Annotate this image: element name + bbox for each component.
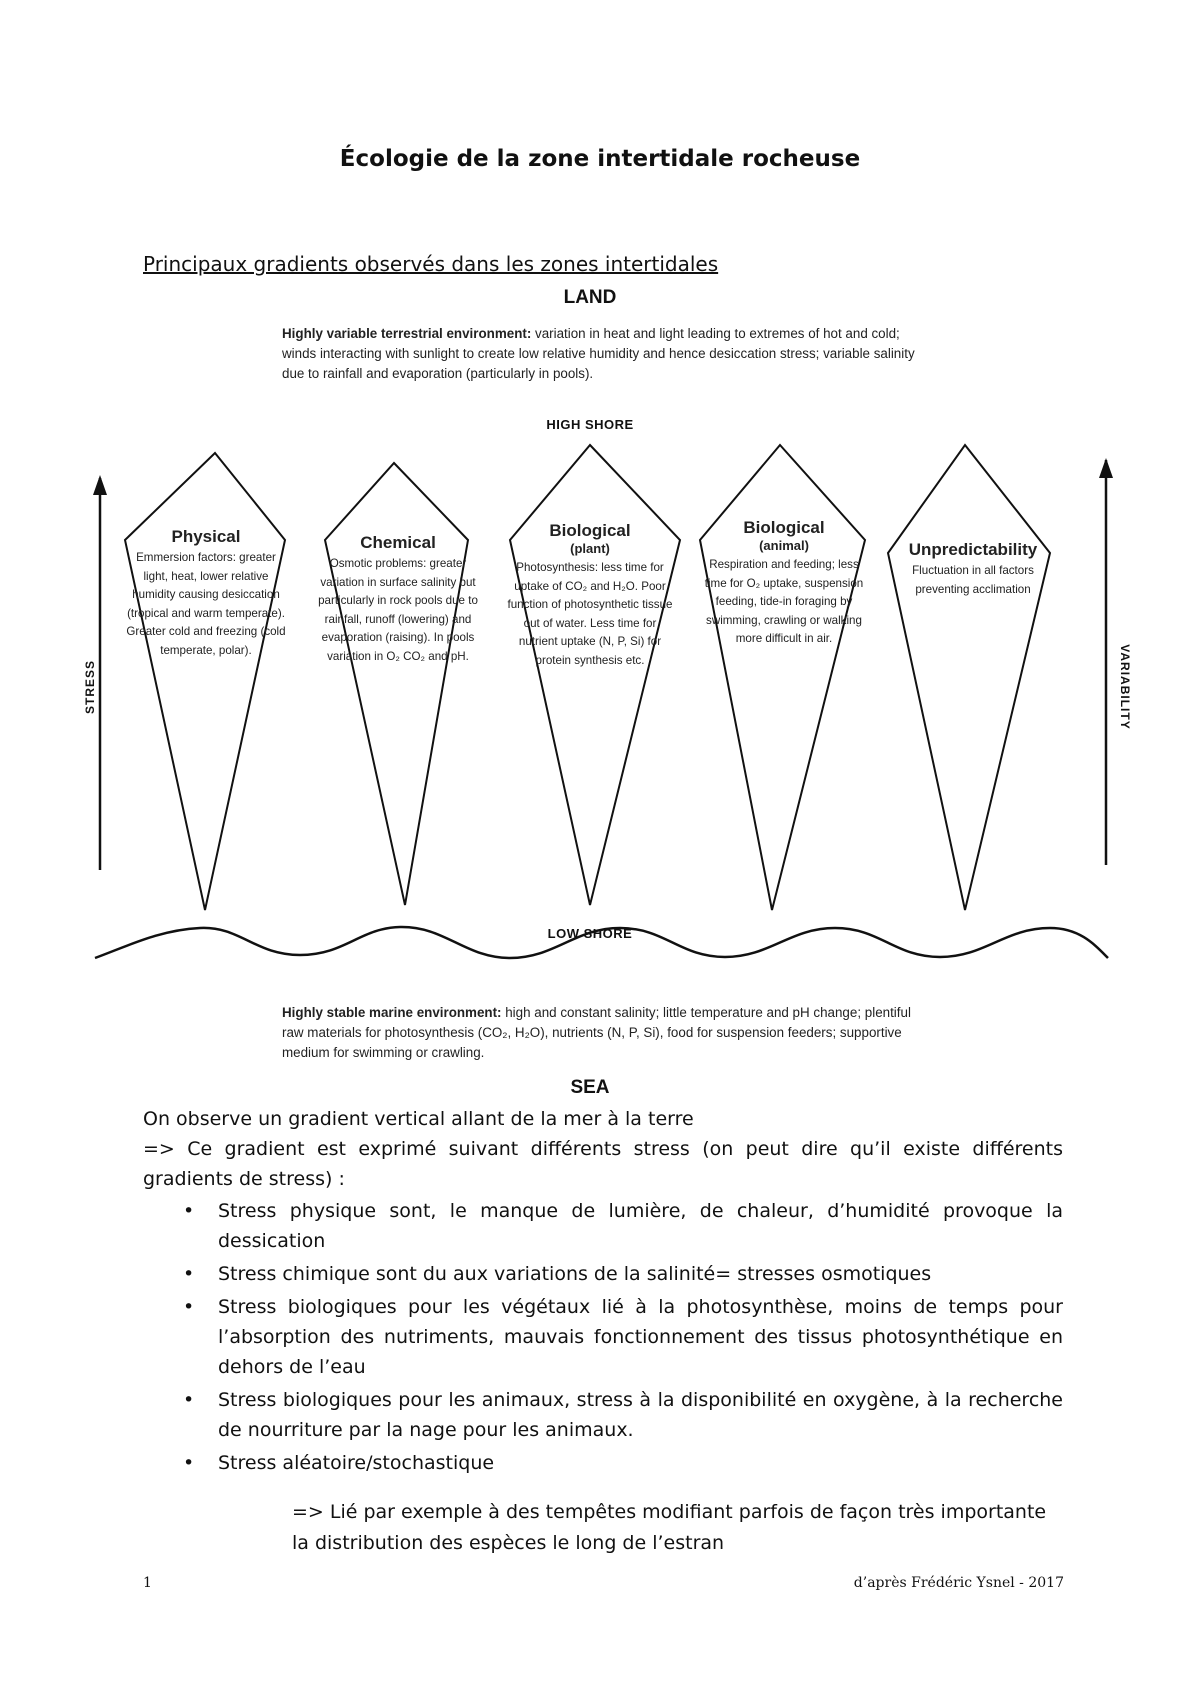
kite-title: Biological <box>743 518 825 537</box>
kite-biological-animal-text <box>700 518 868 649</box>
bullet-icon: • <box>183 1263 195 1285</box>
bullet-icon: • <box>183 1200 195 1222</box>
list-item-text: Stress chimique sont du aux variations de la salinité= stresses osmotiques <box>218 1263 932 1285</box>
kite-body: Photosynthesis: less time for uptake of CO₂ and H₂O. Poor function of photosynthetic tissue out of water. Less time for nutrient uptake (N, P, Si) for protein synthesis etc. <box>507 561 673 667</box>
paragraph-gradient: On observe un gradient vertical allant de la mer à la terre <box>143 1108 694 1130</box>
bullet-icon: • <box>183 1296 195 1318</box>
land-label: LAND <box>563 287 617 308</box>
low-shore-label: LOW SHORE <box>547 926 633 941</box>
sea-env-body: high and constant salinity; little temperature and pH change; plentiful raw materials for photosynthesis (CO₂, H₂O), nutrients (N, P, Si), food for suspension feeders; supportive medium for swimming or crawling. <box>282 1005 911 1060</box>
variability-arrow-head-icon <box>1099 458 1113 478</box>
kite-title: Physical <box>171 527 241 546</box>
kite-title: Unpredictability <box>908 540 1038 559</box>
sea-label: SEA <box>570 1077 610 1098</box>
kite-biological-plant <box>510 445 680 905</box>
high-shore-label: HIGH SHORE <box>546 417 634 432</box>
kite-title: Biological <box>549 521 631 540</box>
kite-physical <box>125 453 285 910</box>
kite-biological-plant-text <box>505 521 675 670</box>
land-env-lead: Highly variable terrestrial environment: <box>282 326 532 341</box>
kite-physical-text <box>126 527 286 660</box>
sea-env-lead: Highly stable marine environment: <box>282 1005 502 1020</box>
section-heading: Principaux gradients observés dans les zones intertidales <box>143 252 719 276</box>
list-item <box>143 1196 1063 1257</box>
kite-body: Fluctuation in all factors preventing acclimation <box>912 564 1034 596</box>
sea-environment-text <box>282 1003 922 1063</box>
list-item <box>143 1448 1063 1479</box>
footer-credit: d’après Frédéric Ysnel - 2017 <box>853 1575 1064 1591</box>
stress-label: STRESS <box>83 660 97 715</box>
document-title: Écologie de la zone intertidale rocheuse <box>339 146 861 172</box>
list-item <box>143 1385 1063 1446</box>
kite-unpredictability <box>888 445 1050 910</box>
kite-body: Emmersion factors: greater light, heat, lower relative humidity causing desiccation (tropical and warm temperate). Greater cold and freezing (cold temperate, polar). <box>126 551 286 657</box>
paragraph-stress-intro: => Ce gradient est exprimé suivant différents stress (on peut dire qu’il existe différents gradients de stress) : <box>143 1138 1063 1190</box>
storm-note: => Lié par exemple à des tempêtes modifiant parfois de façon très importante la distribution des espèces le long de l’estran <box>292 1501 1047 1554</box>
stress-list <box>143 1196 1063 1479</box>
kite-body: Osmotic problems: greater variation in surface salinity but particularly in rock pools due to rainfall, runoff (lowering) and evaporation (raising). In pools variation in O₂ CO₂ and pH. <box>318 557 478 663</box>
list-item-text: Stress aléatoire/stochastique <box>218 1452 495 1474</box>
kite-subtitle: (plant) <box>570 541 610 556</box>
page-number: 1 <box>143 1575 152 1591</box>
kite-biological-animal <box>700 445 865 910</box>
list-item-text: Stress biologiques pour les végétaux lié à la photosynthèse, moins de temps pour l’absorption des nutriments, mauvais fonctionnement des tissus photosynthétique en dehors de l’eau <box>218 1296 1063 1378</box>
list-item <box>143 1259 1063 1290</box>
kite-chemical-text <box>318 533 478 666</box>
kite-body: Respiration and feeding; less time for O₂ uptake, suspension feeding, tide-in foraging by swimming, crawling or walking more difficult in air. <box>704 558 864 645</box>
kite-unpredictability-text <box>888 540 1058 599</box>
variability-label: VARIABILITY <box>1118 644 1132 730</box>
kite-subtitle: (animal) <box>759 538 809 553</box>
list-item-text: Stress biologiques pour les animaux, stress à la disponibilité en oxygène, à la recherche de nourriture par la nage pour les animaux. <box>218 1389 1063 1441</box>
bullet-icon: • <box>183 1452 195 1474</box>
list-item-text: Stress physique sont, le manque de lumière, de chaleur, d’humidité provoque la dessication <box>218 1200 1063 1252</box>
kite-chemical <box>325 463 468 905</box>
list-item <box>143 1292 1063 1383</box>
land-environment-text <box>282 324 922 384</box>
land-env-body: variation in heat and light leading to extremes of hot and cold; winds interacting with sunlight to create low relative humidity and hence desiccation stress; variable salinity due to rainfall and evaporation (particularly in pools). <box>282 326 915 381</box>
kite-title: Chemical <box>360 533 436 552</box>
stress-arrow-head-icon <box>93 475 107 495</box>
bullet-icon: • <box>183 1389 195 1411</box>
